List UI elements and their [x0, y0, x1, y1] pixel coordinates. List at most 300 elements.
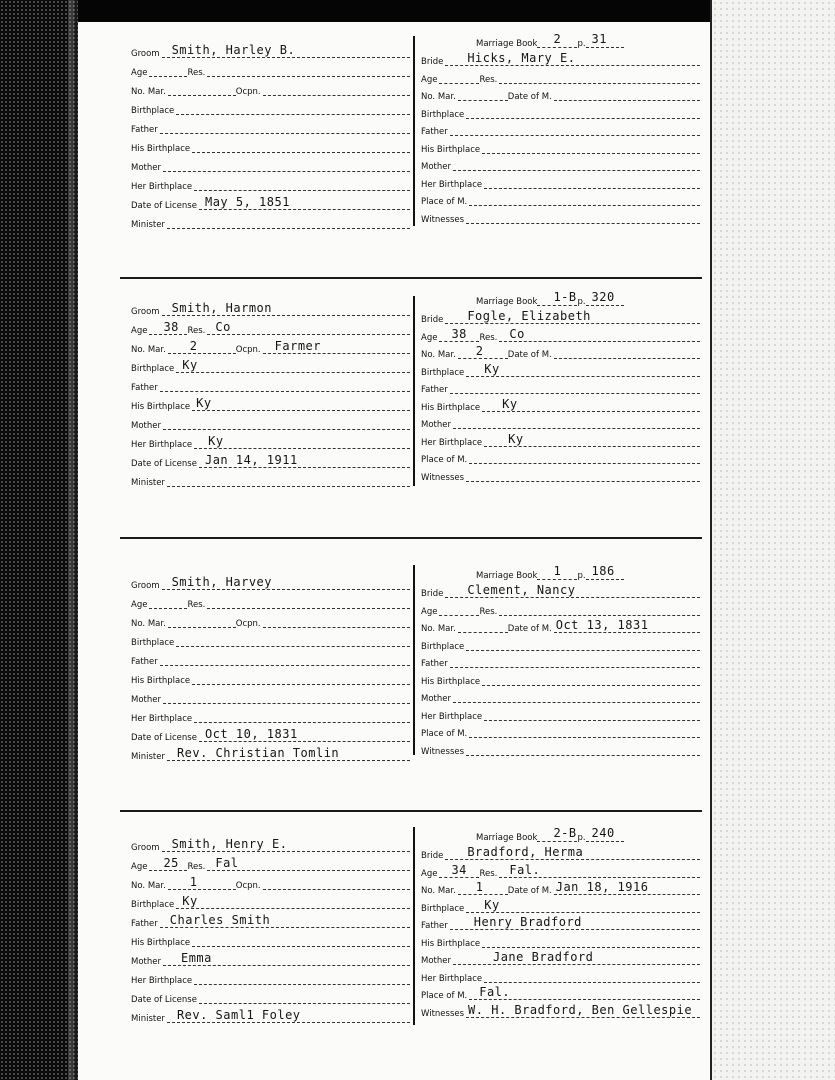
groom-father-field-value: Charles Smith — [169, 913, 271, 927]
bride-her-birthplace-field-value: Ky — [508, 431, 524, 446]
bride-age-res-field-line — [439, 326, 479, 342]
bride-father-field-line — [450, 134, 700, 136]
groom-age-res-field — [131, 857, 410, 873]
groom-nomar-ocpn-field — [131, 340, 410, 356]
column-divider — [413, 296, 415, 486]
groom-birthplace-field — [131, 895, 410, 911]
bride-father-field-line — [450, 915, 700, 930]
bride-age-res-field-line — [499, 862, 700, 878]
groom-minister-field-line — [167, 1008, 410, 1023]
bride-mother-field-line — [453, 701, 700, 703]
bride-his-birthplace-field-label: His Birthplace — [421, 402, 481, 413]
groom-her-birthplace-field-line — [194, 983, 410, 985]
marriage-book-label: Marriage Book — [476, 833, 538, 843]
groom-her-birthplace-field-label: Her Birthplace — [131, 976, 193, 986]
bride-her-birthplace-field-line — [484, 187, 700, 189]
record-separator — [120, 537, 702, 539]
page-line — [586, 564, 624, 580]
page-value: 240 — [591, 826, 615, 840]
groom-age-res-field-line — [149, 75, 187, 77]
groom-mother-field — [131, 158, 410, 174]
bride-birthplace-field — [421, 637, 700, 653]
bride-age-res-field-label: Res. — [479, 606, 498, 617]
groom-his-birthplace-field — [131, 933, 410, 949]
bride-place-field — [421, 450, 700, 466]
groom-birthplace-field-label: Birthplace — [131, 638, 175, 648]
bride-her-birthplace-field-line — [484, 431, 700, 447]
bride-place-field-line — [469, 736, 700, 738]
groom-birthplace-field — [131, 101, 410, 117]
bride-his-birthplace-field-line — [482, 684, 700, 686]
column-divider — [413, 827, 415, 1025]
groom-age-res-field-line — [149, 856, 187, 871]
groom-license-date-field — [131, 728, 410, 744]
marriage-book-line — [537, 564, 577, 580]
bride-witnesses-field-label: Witnesses — [421, 214, 465, 225]
bride-age-res-field-line — [439, 862, 479, 878]
bride-her-birthplace-field-label: Her Birthplace — [421, 711, 483, 722]
groom-age-res-field-label: Res. — [187, 68, 206, 78]
bride-mother-field — [421, 951, 700, 967]
bride-father-field-line — [450, 392, 700, 394]
groom-age-res-field-line — [207, 856, 410, 871]
groom-minister-field-line — [167, 746, 410, 761]
bride-name-field-value: Bradford, Herma — [467, 845, 584, 859]
bride-nomar-date-field-label: No. Mar. — [421, 92, 456, 102]
bride-witnesses-field-label: Witnesses — [421, 472, 465, 483]
groom-age-res-field-line — [207, 75, 410, 77]
bride-place-field-label: Place of M. — [421, 991, 468, 1001]
column-divider — [413, 36, 415, 226]
groom-age-res-field-line — [207, 320, 410, 335]
bride-nomar-date-field — [421, 881, 700, 897]
groom-license-date-field-line — [199, 195, 410, 210]
bride-nomar-date-field-line — [554, 99, 700, 101]
groom-minister-field-line — [167, 227, 410, 229]
groom-age-res-field-label: Age — [131, 68, 148, 78]
groom-age-res-field-line — [149, 607, 187, 609]
bride-his-birthplace-field — [421, 934, 700, 950]
groom-his-birthplace-field-line — [192, 683, 410, 685]
bride-his-birthplace-field-line — [482, 396, 700, 412]
groom-her-birthplace-field-line — [194, 189, 410, 191]
bride-birthplace-field — [421, 105, 700, 121]
groom-minister-field — [131, 1009, 410, 1025]
groom-mother-field — [131, 952, 410, 968]
bride-birthplace-field — [421, 363, 700, 379]
groom-age-res-field-label: Res. — [187, 326, 206, 336]
bride-name-field-label: Bride — [421, 589, 444, 599]
page-label: p. — [577, 833, 586, 843]
groom-her-birthplace-field-line — [194, 434, 410, 449]
bride-witnesses-field-line — [466, 480, 700, 482]
marriage-book-field — [476, 292, 624, 308]
groom-minister-field-value: Rev. Christian Tomlin — [176, 746, 340, 760]
bride-name-field-line — [445, 51, 700, 66]
bride-age-res-field-label: Age — [421, 606, 438, 617]
bride-nomar-date-field-label: Date of M. — [507, 350, 552, 360]
groom-age-res-field-label: Age — [131, 862, 148, 872]
groom-nomar-ocpn-field-label: Ocpn. — [235, 881, 261, 891]
bride-nomar-date-field-value: 1 — [475, 880, 484, 894]
bride-age-res-field-label: Age — [421, 74, 438, 85]
groom-birthplace-field-label: Birthplace — [131, 106, 175, 116]
marriage-book-line — [537, 32, 577, 48]
groom-her-birthplace-field-label: Her Birthplace — [131, 182, 193, 192]
bride-his-birthplace-field — [421, 398, 700, 414]
bride-age-res-field-line — [439, 614, 479, 616]
groom-nomar-ocpn-field-line — [263, 94, 410, 96]
bride-age-res-field-value: Co — [509, 326, 525, 341]
bride-her-birthplace-field-label: Her Birthplace — [421, 179, 483, 190]
groom-minister-field-label: Minister — [131, 1014, 165, 1024]
bride-place-field-label: Place of M. — [421, 197, 468, 207]
groom-age-res-field-value: Co — [215, 320, 231, 334]
bride-her-birthplace-field-label: Her Birthplace — [421, 437, 483, 448]
bride-age-res-field-value: 38 — [451, 326, 467, 341]
bride-age-res-field-label: Res. — [479, 74, 498, 85]
bride-birthplace-field-line — [466, 117, 700, 119]
groom-nomar-ocpn-field — [131, 614, 410, 630]
groom-mother-field-line — [163, 428, 410, 430]
groom-name-field-label: Groom — [131, 49, 160, 59]
groom-mother-field-line — [163, 702, 410, 704]
groom-nomar-ocpn-field-label: No. Mar. — [131, 881, 166, 891]
groom-father-field — [131, 914, 410, 930]
groom-his-birthplace-field-label: His Birthplace — [131, 676, 191, 686]
bride-place-field-line — [469, 985, 700, 1000]
bride-age-res-field-value: 34 — [451, 862, 467, 877]
page-line — [586, 290, 624, 306]
groom-minister-field — [131, 215, 410, 231]
scan-right-margin — [712, 0, 835, 1080]
groom-name-field-line — [162, 301, 410, 316]
groom-birthplace-field-label: Birthplace — [131, 364, 175, 374]
bride-name-field-value: Clement, Nancy — [467, 583, 576, 597]
groom-his-birthplace-field-line — [192, 396, 410, 411]
groom-license-date-field-value: May 5, 1851 — [204, 195, 290, 209]
groom-father-field — [131, 652, 410, 668]
bride-father-field — [421, 122, 700, 138]
bride-her-birthplace-field — [421, 175, 700, 191]
page-value: 31 — [591, 32, 607, 46]
groom-license-date-field-line — [199, 1002, 410, 1004]
bride-age-res-field — [421, 602, 700, 618]
marriage-book-value: 1 — [553, 564, 562, 578]
column-divider — [413, 565, 415, 755]
bride-place-field — [421, 192, 700, 208]
groom-her-birthplace-field-line — [194, 721, 410, 723]
groom-nomar-ocpn-field-line — [263, 339, 410, 354]
bride-age-res-field — [421, 70, 700, 86]
bride-nomar-date-field — [421, 345, 700, 361]
bride-his-birthplace-field-line — [482, 946, 700, 948]
bride-nomar-date-field-label: No. Mar. — [421, 886, 456, 896]
groom-name-field — [131, 838, 410, 854]
bride-age-res-field-line — [439, 82, 479, 84]
groom-father-field-line — [160, 664, 410, 666]
bride-his-birthplace-field — [421, 672, 700, 688]
groom-age-res-field-value: 38 — [163, 320, 179, 334]
marriage-book-line — [537, 290, 577, 306]
bride-place-field — [421, 724, 700, 740]
groom-name-field-line — [162, 575, 410, 590]
bride-nomar-date-field-line — [458, 344, 508, 359]
bride-nomar-date-field — [421, 619, 700, 635]
groom-nomar-ocpn-field-label: Ocpn. — [235, 619, 261, 629]
bride-name-field-line — [445, 845, 700, 860]
groom-name-field-label: Groom — [131, 843, 160, 853]
page-line — [586, 826, 624, 842]
page-value: 320 — [591, 290, 615, 304]
bride-name-field — [421, 310, 700, 326]
bride-nomar-date-field — [421, 87, 700, 103]
groom-minister-field-value: Rev. Saml1 Foley — [176, 1008, 301, 1022]
groom-mother-field-value: Emma — [180, 951, 212, 965]
groom-license-date-field-value: Jan 14, 1911 — [204, 453, 298, 467]
groom-name-field-line — [162, 43, 410, 58]
bride-father-field — [421, 916, 700, 932]
groom-license-date-field-label: Date of License — [131, 733, 197, 743]
groom-nomar-ocpn-field-line — [168, 626, 236, 628]
bride-birthplace-field — [421, 899, 700, 915]
marriage-book-line — [537, 826, 577, 842]
bride-name-field-line — [445, 309, 700, 324]
groom-license-date-field-line — [199, 453, 410, 468]
groom-birthplace-field-line — [176, 645, 410, 647]
groom-name-field-line — [162, 837, 410, 852]
bride-nomar-date-field-line — [554, 880, 700, 895]
groom-nomar-ocpn-field-label: No. Mar. — [131, 619, 166, 629]
marriage-book-value: 1-B — [553, 290, 577, 304]
bride-nomar-date-field-value: 2 — [475, 344, 484, 358]
groom-nomar-ocpn-field-label: Ocpn. — [235, 345, 261, 355]
bride-his-birthplace-field-label: His Birthplace — [421, 676, 481, 687]
bride-name-field — [421, 584, 700, 600]
bride-his-birthplace-field-label: His Birthplace — [421, 938, 481, 949]
groom-his-birthplace-field-line — [192, 945, 410, 947]
groom-minister-field-label: Minister — [131, 478, 165, 488]
groom-her-birthplace-field — [131, 971, 410, 987]
bride-birthplace-field-label: Birthplace — [421, 903, 465, 914]
bride-birthplace-field-line — [466, 361, 700, 377]
page-label: p. — [577, 571, 586, 581]
bride-place-field-line — [469, 462, 700, 464]
groom-her-birthplace-field — [131, 435, 410, 451]
bride-nomar-date-field-line — [554, 618, 700, 633]
bride-mother-field-line — [453, 169, 700, 171]
bride-name-field-label: Bride — [421, 851, 444, 861]
groom-license-date-field — [131, 454, 410, 470]
groom-his-birthplace-field-line — [192, 151, 410, 153]
groom-mother-field-label: Mother — [131, 695, 161, 705]
bride-name-field-label: Bride — [421, 57, 444, 67]
groom-age-res-field-line — [149, 320, 187, 335]
groom-his-birthplace-field — [131, 671, 410, 687]
groom-father-field-label: Father — [131, 919, 158, 929]
groom-age-res-field — [131, 63, 410, 79]
groom-name-field-value: Smith, Harley B. — [171, 43, 296, 57]
bride-mother-field-label: Mother — [421, 420, 451, 430]
groom-name-field-value: Smith, Harmon — [171, 301, 272, 315]
bride-name-field — [421, 846, 700, 862]
groom-license-date-field — [131, 990, 410, 1006]
groom-minister-field — [131, 473, 410, 489]
groom-nomar-ocpn-field-line — [168, 94, 236, 96]
bride-birthplace-field-label: Birthplace — [421, 641, 465, 652]
groom-name-field-label: Groom — [131, 307, 160, 317]
bride-mother-field — [421, 689, 700, 705]
page-label: p. — [577, 297, 586, 307]
page-value: 186 — [591, 564, 615, 578]
bride-place-field-value: Fal. — [479, 985, 511, 999]
groom-nomar-ocpn-field-label: No. Mar. — [131, 345, 166, 355]
groom-minister-field — [131, 747, 410, 763]
groom-nomar-ocpn-field-value: 2 — [189, 339, 198, 353]
groom-license-date-field-value: Oct 10, 1831 — [204, 727, 298, 741]
bride-father-field — [421, 380, 700, 396]
groom-minister-field-line — [167, 485, 410, 487]
groom-her-birthplace-field-value: Ky — [208, 434, 224, 448]
bride-mother-field-label: Mother — [421, 956, 451, 966]
groom-mother-field-label: Mother — [131, 421, 161, 431]
groom-name-field-value: Smith, Henry E. — [171, 837, 288, 851]
groom-father-field-line — [160, 390, 410, 392]
bride-witnesses-field-label: Witnesses — [421, 1008, 465, 1019]
bride-place-field-label: Place of M. — [421, 729, 468, 739]
bride-mother-field — [421, 415, 700, 431]
groom-license-date-field-line — [199, 727, 410, 742]
bride-witnesses-field-label: Witnesses — [421, 746, 465, 757]
bride-nomar-date-field-line — [458, 880, 508, 895]
groom-mother-field-line — [163, 951, 410, 966]
bride-age-res-field-label: Res. — [479, 332, 498, 343]
bride-mother-field-line — [453, 427, 700, 429]
marriage-book-field — [476, 34, 624, 50]
bride-place-field — [421, 986, 700, 1002]
groom-her-birthplace-field-label: Her Birthplace — [131, 714, 193, 724]
groom-license-date-field-label: Date of License — [131, 995, 197, 1005]
groom-minister-field-label: Minister — [131, 752, 165, 762]
bride-age-res-field-line — [499, 82, 700, 84]
groom-nomar-ocpn-field — [131, 82, 410, 98]
groom-birthplace-field-line — [176, 113, 410, 115]
groom-his-birthplace-field-label: His Birthplace — [131, 144, 191, 154]
bride-place-field-label: Place of M. — [421, 455, 468, 465]
groom-her-birthplace-field — [131, 709, 410, 725]
groom-her-birthplace-field-label: Her Birthplace — [131, 440, 193, 450]
marriage-book-value: 2 — [553, 32, 562, 46]
bride-age-res-field — [421, 864, 700, 880]
bride-father-field-label: Father — [421, 659, 448, 669]
bride-name-field — [421, 52, 700, 68]
marriage-book-label: Marriage Book — [476, 571, 538, 581]
groom-age-res-field — [131, 595, 410, 611]
groom-birthplace-field-line — [176, 894, 410, 909]
groom-age-res-field-label: Age — [131, 326, 148, 336]
groom-his-birthplace-field-value: Ky — [196, 396, 212, 410]
bride-mother-field-label: Mother — [421, 694, 451, 704]
groom-his-birthplace-field — [131, 397, 410, 413]
groom-birthplace-field-label: Birthplace — [131, 900, 175, 910]
bride-father-field-label: Father — [421, 921, 448, 931]
marriage-book-field — [476, 828, 624, 844]
bride-father-field-label: Father — [421, 127, 448, 137]
bride-age-res-field — [421, 328, 700, 344]
bride-age-res-field-label: Res. — [479, 868, 498, 879]
groom-age-res-field-value: 25 — [163, 856, 179, 870]
bride-witnesses-field — [421, 742, 700, 758]
groom-father-field-label: Father — [131, 383, 158, 393]
groom-name-field — [131, 302, 410, 318]
bride-age-res-field-line — [499, 326, 700, 342]
groom-nomar-ocpn-field-value: Farmer — [274, 339, 321, 353]
groom-nomar-ocpn-field-line — [168, 339, 236, 354]
groom-his-birthplace-field — [131, 139, 410, 155]
bride-mother-field-value: Jane Bradford — [492, 950, 594, 964]
groom-birthplace-field-value: Ky — [182, 894, 198, 908]
bride-age-res-field-label: Age — [421, 332, 438, 343]
bride-birthplace-field-line — [466, 897, 700, 913]
groom-her-birthplace-field — [131, 177, 410, 193]
bride-witnesses-field-line — [466, 222, 700, 224]
bride-father-field-value: Henry Bradford — [473, 915, 582, 929]
page-line — [586, 32, 624, 48]
groom-mother-field-label: Mother — [131, 957, 161, 967]
groom-license-date-field-label: Date of License — [131, 459, 197, 469]
groom-nomar-ocpn-field-line — [263, 888, 410, 890]
bride-her-birthplace-field — [421, 969, 700, 985]
groom-nomar-ocpn-field-line — [168, 875, 236, 890]
bride-age-res-field-line — [499, 614, 700, 616]
groom-his-birthplace-field-label: His Birthplace — [131, 402, 191, 412]
groom-name-field — [131, 576, 410, 592]
groom-nomar-ocpn-field — [131, 876, 410, 892]
record-separator — [120, 810, 702, 812]
bride-name-field-line — [445, 583, 700, 598]
groom-father-field-line — [160, 132, 410, 134]
groom-age-res-field-line — [207, 607, 410, 609]
bride-birthplace-field-label: Birthplace — [421, 109, 465, 120]
bride-name-field-value: Fogle, Elizabeth — [467, 309, 591, 323]
groom-name-field-label: Groom — [131, 581, 160, 591]
groom-mother-field-line — [163, 170, 410, 172]
bride-nomar-date-field-label: Date of M. — [507, 92, 552, 102]
groom-nomar-ocpn-field-line — [263, 626, 410, 628]
groom-mother-field — [131, 416, 410, 432]
bride-name-field-label: Bride — [421, 315, 444, 325]
bride-her-birthplace-field — [421, 433, 700, 449]
bride-father-field-line — [450, 666, 700, 668]
bride-her-birthplace-field-line — [484, 981, 700, 983]
groom-father-field — [131, 378, 410, 394]
groom-birthplace-field — [131, 633, 410, 649]
groom-age-res-field-label: Res. — [187, 600, 206, 610]
groom-birthplace-field — [131, 359, 410, 375]
bride-his-birthplace-field — [421, 140, 700, 156]
bride-her-birthplace-field-label: Her Birthplace — [421, 973, 483, 984]
groom-his-birthplace-field-label: His Birthplace — [131, 938, 191, 948]
bride-name-field-value: Hicks, Mary E. — [467, 51, 576, 65]
bride-his-birthplace-field-line — [482, 152, 700, 154]
groom-name-field — [131, 44, 410, 60]
bride-nomar-date-field-value: Oct 13, 1831 — [555, 618, 649, 632]
bride-witnesses-field — [421, 1004, 700, 1020]
groom-father-field-label: Father — [131, 125, 158, 135]
groom-minister-field-label: Minister — [131, 220, 165, 230]
groom-birthplace-field-value: Ky — [182, 358, 198, 372]
record-separator — [120, 277, 702, 279]
